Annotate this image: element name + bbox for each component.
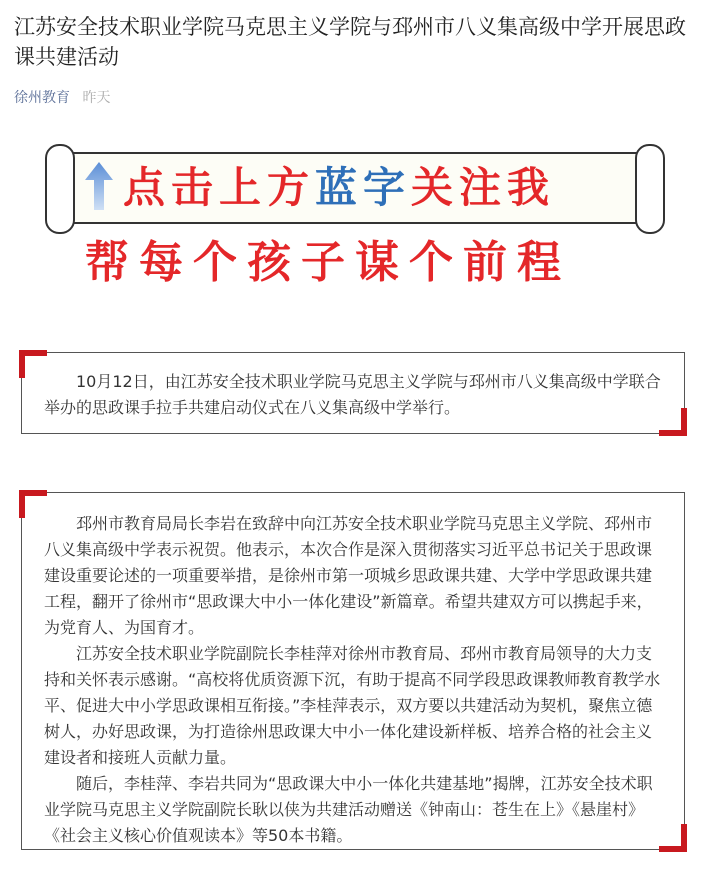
corner-decoration <box>659 824 687 852</box>
author-link[interactable]: 徐州教育 <box>14 90 70 106</box>
banner-text-part2: 关注我 <box>411 163 556 212</box>
paragraph-thanks: 江苏安全技术职业学院副院长李桂萍对徐州市教育局、邳州市教育局领导的大力支持和关怀表示感谢。“高校将优质资源下沉，有助于提高不同学段思政课教师教育教学水平、促进大中小学思政课相互衔接。”李桂萍表示，双方要以共建活动为契机，聚焦立德树人，办好思政课，为打造徐州思政课大中小一体化建设新样板、培养合格的社会主义建设者和接班人贡献力量。 <box>44 644 661 767</box>
paragraph-speech: 邳州市教育局局长李岩在致辞中向江苏安全技术职业学院马克思主义学院、邳州市八义集高级中学表示祝贺。他表示，本次合作是深入贯彻落实习近平总书记关于思政课建设重要论述的一项重要举措，是徐州市第一项城乡思政课共建、大学中学思政课共建工程，翻开了徐州市“思政课大中小一体化建设”新篇章。希望共建双方可以携起手来，为党育人、为国育才。 <box>44 514 653 637</box>
intro-box <box>21 352 685 434</box>
banner-text-blue: 蓝字 <box>315 163 412 212</box>
corner-decoration <box>19 350 47 378</box>
follow-banner <box>45 132 665 307</box>
corner-decoration <box>659 408 687 436</box>
paragraph-unveiling: 随后，李桂萍、李岩共同为“思政课大中小一体化共建基地”揭牌，江苏安全技术职业学院马克思主义学院副院长耿以侠为共建活动赠送《钟南山：苍生在上》《悬崖村》《社会主义核心价值观读本》等50本书籍。 <box>44 774 653 845</box>
up-arrow-icon <box>85 162 113 210</box>
scroll-curl-left <box>45 144 75 234</box>
publish-time: 昨天 <box>82 90 111 106</box>
corner-decoration <box>19 490 47 518</box>
banner-follow-text <box>123 164 555 212</box>
paragraph-intro: 10月12日，由江苏安全技术职业学院马克思主义学院与邳州市八义集高级中学联合举办的思政课手拉手共建启动仪式在八义集高级中学举行。 <box>44 372 661 417</box>
article-title: 江苏安全技术职业学院马克思主义学院与邳州市八义集高级中学开展思政课共建活动 <box>14 15 686 69</box>
banner-slogan: 帮每个孩子谋个前程 <box>85 237 571 288</box>
body-box <box>21 492 685 850</box>
banner-text-part1: 点击上方 <box>123 163 316 212</box>
article-meta <box>14 87 110 107</box>
scroll-curl-right <box>635 144 665 234</box>
